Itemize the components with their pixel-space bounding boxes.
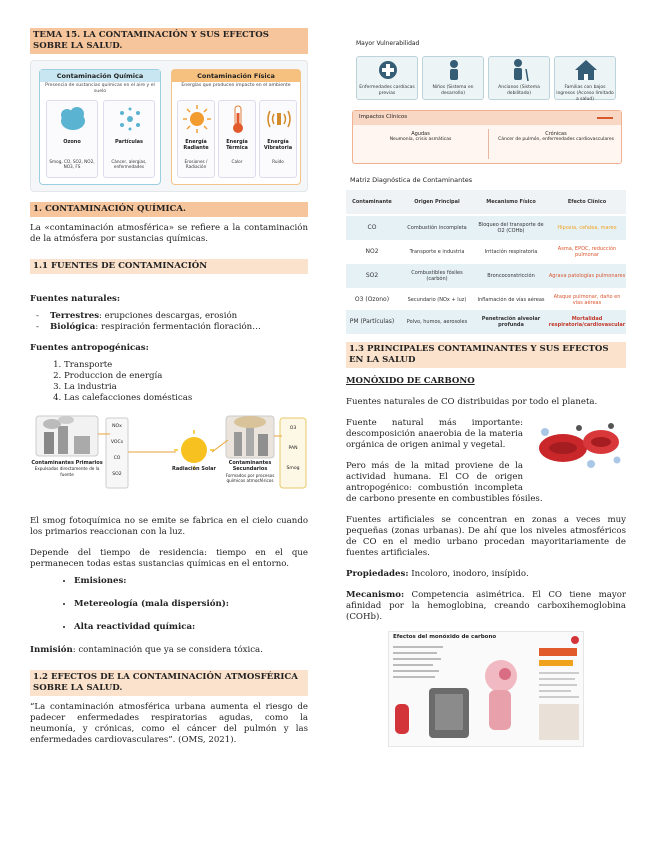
gas-label: CO [113,455,121,461]
table-row: PM (Partículas) Polvo, humos, aerosoles Penetración alveolar profunda Mortalidad respiratoria/cardiovascular [346,310,626,334]
list-item: 1. Transporte [64,360,308,371]
vibration-label: Energía Vibratoria [263,139,293,152]
primary-pollutants-desc: Expulsados directamente de la fuente [34,466,100,477]
vulnerability-figure [346,40,626,168]
who-quote: “La contaminación atmosférica urbana aumenta el riesgo de padecer enfermedades respiratorias agudas, como la neumonía, y crónicas, como el cáncer del pulmón y las enfermedades cardiovasculares”. (OMS, 2021). [30,702,308,745]
co-properties: Propiedades: Incoloro, inodoro, insípido. [346,569,529,579]
vulnerability-group: Familias con bajos ingresos (Acceso limitado a salud) [554,56,616,100]
right-column [346,40,626,747]
minus-icon [597,117,613,119]
physical-subtitle: Energías que producen impacto en el ambiente [181,83,291,89]
co-paragraph: Fuente natural más importante: descomposición anaerobia de la materia orgánica de origen animal y vegetal. [346,418,523,450]
vulnerability-title: Mayor Vulnerabilidad [356,40,420,47]
co-paragraph: Fuentes naturales de CO distribuidas por todo el planeta. [346,397,598,407]
pollutant-matrix [346,176,626,332]
ozone-label: Ozono [63,139,81,145]
infographic-title: Efectos del monóxido de carbono [393,634,497,640]
sound-wave-icon [260,101,298,137]
gas-label: SO2 [112,471,122,477]
gas-label: NOx [112,424,122,429]
table-row: O3 (Ozono) Secundario (NOx + luz) Inflamación de vías aéreas Ataque pulmonar, daño en vías aéreas [354,293,621,306]
chemical-card [39,69,161,185]
list-item: 3. La industria [64,382,308,393]
particles-label: Partículas [114,139,144,145]
smog-figure [30,412,308,512]
list-item: • Alta reactividad química: [74,622,308,633]
list-item: • Metereología (mala dispersión): [74,599,308,610]
acute-title: Agudas [411,131,430,137]
radiant-label: Energía Radiante [183,139,209,152]
vulnerability-group: Ancianos (Sistema debilitado) [488,56,550,100]
ozone-tile [46,100,98,178]
natural-sources-list [30,311,308,333]
primary-pollutants-label: Contaminantes Primarios [31,460,103,466]
chemical-title: Contaminación Química [40,70,160,82]
factors-list [30,576,308,633]
radiant-desc: Erosiones / Radiación [184,159,208,170]
table-row: NO2 Transporte e industria Irritación respiratoria Asma, EPOC, reducción pulmonar [365,245,617,258]
co-effects-infographic [388,631,584,747]
table-row: SO2 Combustibles fósiles (carbón) Broncoconstricción Agrava patologías pulmonares [346,264,626,288]
house-icon [555,57,617,83]
particles-desc: Cáncer, alergias, enfermedades [111,159,147,170]
chronic-desc: Cáncer de pulmón, enfermedades cardiovasculares [498,137,614,143]
secondary-pollutants-label: Contaminantes Secundarios [228,460,272,473]
secondary-pollutants-desc: Formados por procesos químicos atmosféricos [225,472,275,484]
smog-text: El smog fotoquímica no se emite se fabrica en el cielo cuando los primarios reaccionan con la luz. [30,516,308,537]
co-paragraph: Fuentes artificiales se concentran en zonas a veces muy pequeñas (zonas urbanas). De ahí que los niveles atmosféricos de CO en el medio urbano procedan mayoritariamente de fuentes artificiales. [346,515,626,558]
physical-title: Contaminación Física [172,70,300,82]
list-item: 4. Las calefacciones domésticas [64,393,308,404]
clinical-impacts-title: Impactos Clínicos [353,111,621,125]
co-mechanism: Mecanismo: Competencia asimétrica. El CO tiene mayor afinidad por la hemoglobina, creando carboxihemoglobina (COHb). [346,590,626,622]
list-item: - Terrestres: erupciones descargas, erosión [50,311,308,322]
section-1-text: La «contaminación atmosférica» se refiere a la contaminación de la atmósfera por sustancias químicas. [30,223,308,244]
product-label: PAN [288,445,298,451]
section-1-1-heading: 1.1 FUENTES DE CONTAMINACIÓN [30,259,308,274]
particles-icon [104,101,156,137]
thermal-tile [218,100,256,178]
residence-text: Depende del tiempo de residencia: tiempo en el que permanecen todas estas sustancias químicas en el entorno. [30,548,308,569]
solar-radiation-label: Radiación Solar [172,466,216,472]
chronic-title: Crónicas [545,131,567,137]
hemoglobin-image [531,418,626,480]
chemical-subtitle: Presencia de sustancias químicas en el aire y el suelo [45,83,155,95]
elderly-icon [489,57,551,83]
product-label: O3 [289,426,297,431]
clinical-impacts-box [352,110,622,164]
anthropogenic-sources-list [30,360,308,404]
section-1-3-heading: 1.3 PRINCIPALES CONTAMINANTES Y SUS EFECTOS EN LA SALUD [346,342,626,368]
thermal-desc: Calor [231,159,243,164]
thermometer-icon [219,101,257,137]
co-paragraph: Pero más de la mitad proviene de la actividad humana. El CO de origen antropogénico: combustión incompleta de carbono presente en combustibles fósiles. [346,461,543,504]
child-icon [423,57,485,83]
list-item: 2. Produccion de energía [64,371,308,382]
ozone-desc: Smog, CO, SO2, NO2, NO3, FS [49,159,95,170]
gas-label: VOCs [110,439,124,445]
natural-sources-heading: Fuentes naturales: [30,294,121,304]
vulnerability-group: Niños (Sistema en desarrollo) [422,56,484,100]
section-1-heading: 1. CONTAMINACIÓN QUÍMICA. [30,202,308,217]
co-heading: MONÓXIDO DE CARBONO [346,376,475,386]
radiant-tile [177,100,215,178]
medical-cross-icon [357,57,419,83]
left-column [30,28,308,746]
particles-tile [103,100,155,178]
inmision-text: Inmisión: contaminación que ya se considera tóxica. [30,645,263,655]
product-label: Smog [286,465,300,471]
thermal-label: Energía Térmica [226,139,248,152]
anthropogenic-sources-heading: Fuentes antropogénicas: [30,343,149,353]
section-1-2-heading: 1.2 EFECTOS DE LA CONTAMINACIÓN ATMOSFÉRICA SOBRE LA SALUD. [30,670,308,696]
matrix-title: Matriz Diagnóstica de Contaminantes [350,176,473,184]
cloud-icon [47,101,99,137]
table-row: CO Combustión incompleta Bloqueo del transporte de O2 (COHb) Hipoxia, cefalea, mareo [346,216,626,240]
contamination-figure [30,60,308,192]
sun-icon [178,101,216,137]
list-item: - Biológica: respiración fermentación floración… [50,322,308,333]
vibration-tile [259,100,297,178]
matrix-header-row: Contaminante Origen Principal Mecanismo Físico Efecto Clínico [346,190,626,214]
acute-desc: Neumonía, crisis asmáticas [389,137,452,143]
document-title: TEMA 15. LA CONTAMINACIÓN Y SUS EFECTOS SOBRE LA SALUD. [30,28,308,54]
vulnerability-group: Enfermedades cardíacas previas [356,56,418,100]
vibration-desc: Ruido [272,159,284,164]
physical-card [171,69,301,185]
list-item: • Emisiones: [74,576,308,587]
